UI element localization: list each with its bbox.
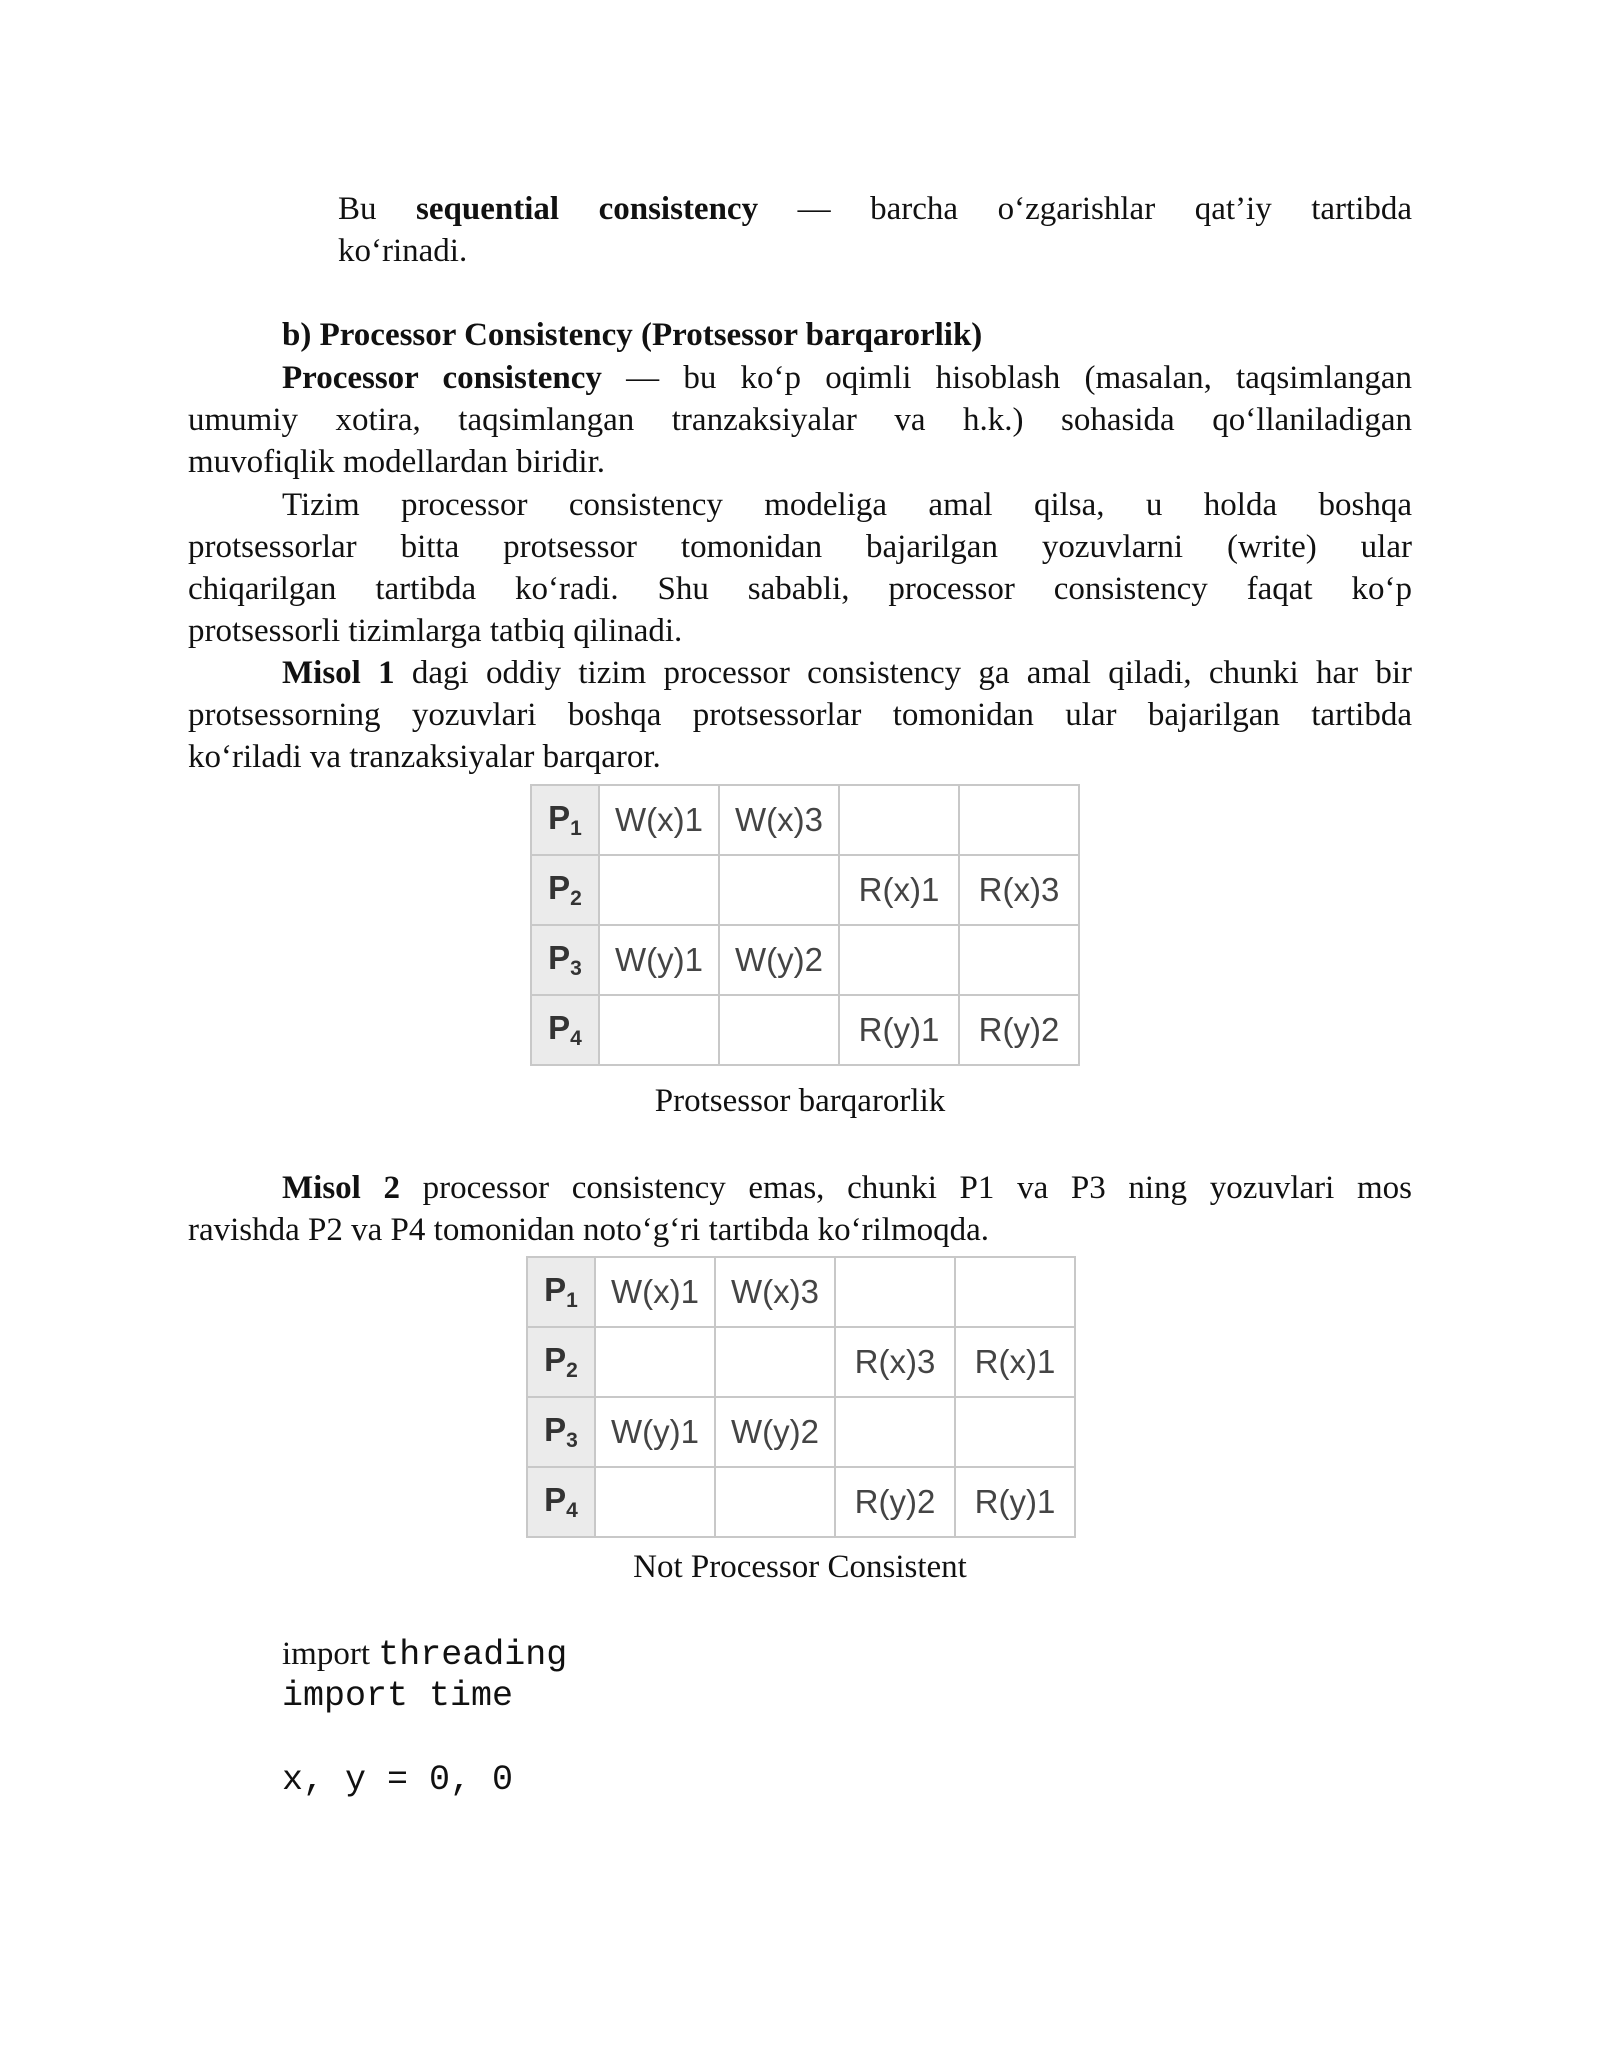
table-not-processor-consistent — [526, 1256, 1076, 1538]
text-misol2-desc: processor consistency emas, chunki P1 va P3 ning yozuvlari mos — [422, 1170, 1412, 1206]
table-cell — [595, 1327, 715, 1397]
table-cell: R(y)2 — [959, 995, 1079, 1065]
paragraph-tizim-line4: protsessorli tizimlarga tatbiq qilinadi. — [188, 613, 683, 649]
table-cell: R(x)3 — [959, 855, 1079, 925]
code-line-2: import time — [282, 1676, 514, 1716]
table-cell — [839, 785, 959, 855]
table-row — [527, 1327, 1075, 1397]
table-processor-consistent — [530, 784, 1080, 1066]
table1-caption: Protsessor barqarorlik — [654, 1083, 946, 1119]
table-cell — [715, 1467, 835, 1537]
paragraph-processor-line1 — [188, 357, 1412, 400]
text-misol1-desc: dagi oddiy tizim processor consistency ga amal qiladi, chunki har bir — [411, 655, 1413, 691]
paragraph-processor-line2: umumiy xotira, taqsimlangan tranzaksiyalar va h.k.) sohasida qo‘llaniladigan — [188, 402, 1412, 438]
table-cell: R(y)2 — [835, 1467, 955, 1537]
table-cell — [955, 1257, 1075, 1327]
row-header: $P_4$ — [531, 995, 599, 1065]
table2-caption: Not Processor Consistent — [633, 1549, 967, 1585]
table-row — [531, 785, 1079, 855]
row-header: $P_4$ — [527, 1467, 595, 1537]
row-header: $P_2$ — [531, 855, 599, 925]
table-cell — [835, 1397, 955, 1467]
table-cell — [839, 925, 959, 995]
code-line-1 — [282, 1633, 567, 1676]
table-cell — [959, 785, 1079, 855]
table-cell: W(x)1 — [599, 785, 719, 855]
row-header: $P_3$ — [527, 1397, 595, 1467]
paragraph-misol1-line3: ko‘riladi va tranzaksiyalar barqaror. — [188, 739, 661, 775]
table-cell — [599, 995, 719, 1065]
table-cell: W(x)3 — [719, 785, 839, 855]
table-row — [527, 1397, 1075, 1467]
row-header: $P_3$ — [531, 925, 599, 995]
text-sequential-desc: — barcha o‘zgarishlar qat’iy tartibda — [797, 191, 1413, 227]
code-threading: threading — [378, 1635, 568, 1675]
table-row — [531, 995, 1079, 1065]
code-line-3: x, y = 0, 0 — [282, 1760, 514, 1800]
paragraph-tizim-line3: chiqarilgan tartibda ko‘radi. Shu sababli, processor consistency faqat ko‘p — [188, 571, 1412, 607]
table-cell — [955, 1397, 1075, 1467]
section-heading — [188, 314, 1412, 357]
table-cell: R(y)1 — [839, 995, 959, 1065]
table-row — [531, 925, 1079, 995]
table-cell: R(x)1 — [955, 1327, 1075, 1397]
table-cell: W(y)1 — [599, 925, 719, 995]
table-cell — [599, 855, 719, 925]
table-cell — [715, 1327, 835, 1397]
paragraph-tizim-line2: protsessorlar bitta protsessor tomonidan bajarilgan yozuvlarni (write) ular — [188, 529, 1412, 565]
table-cell: R(x)1 — [839, 855, 959, 925]
table-row — [531, 855, 1079, 925]
code-import-keyword: import — [282, 1636, 370, 1672]
table-cell: W(y)1 — [595, 1397, 715, 1467]
table-cell: W(x)1 — [595, 1257, 715, 1327]
paragraph-misol1-line2: protsessorning yozuvlari boshqa protsessorlar tomonidan ular bajarilgan tartibda — [188, 697, 1412, 733]
row-header: $P_1$ — [527, 1257, 595, 1327]
paragraph-tizim-line1: Tizim processor consistency modeliga amal qilsa, u holda boshqa — [282, 487, 1412, 523]
table-cell: R(x)3 — [835, 1327, 955, 1397]
paragraph-sequential — [338, 188, 1412, 231]
table-cell — [719, 855, 839, 925]
table-cell — [835, 1257, 955, 1327]
table-cell — [719, 995, 839, 1065]
paragraph-processor-line3: muvofiqlik modellardan biridir. — [188, 444, 606, 480]
paragraph-misol1-line1 — [188, 652, 1412, 695]
paragraph-misol2-line1 — [188, 1167, 1412, 1210]
table-cell: R(y)1 — [955, 1467, 1075, 1537]
row-header: $P_2$ — [527, 1327, 595, 1397]
term-sequential-consistency: sequential consistency — [416, 191, 759, 227]
table-cell — [595, 1467, 715, 1537]
label-misol-1: Misol 1 — [282, 655, 395, 691]
paragraph-misol2-line2: ravishda P2 va P4 tomonidan noto‘g‘ri tartibda ko‘rilmoqda. — [188, 1212, 990, 1248]
text-bu: Bu — [338, 191, 377, 227]
table-row — [527, 1467, 1075, 1537]
table-cell: W(y)2 — [715, 1397, 835, 1467]
table-cell: W(y)2 — [719, 925, 839, 995]
table-cell: W(x)3 — [715, 1257, 835, 1327]
term-processor-consistency: Processor consistency — [282, 360, 602, 396]
text-processor-desc: — bu ko‘p oqimli hisoblash (masalan, taqsimlangan — [626, 360, 1412, 396]
section-heading-text: b) Processor Consistency (Protsessor barqarorlik) — [282, 317, 983, 353]
table-cell — [959, 925, 1079, 995]
table-row — [527, 1257, 1075, 1327]
label-misol-2: Misol 2 — [282, 1170, 400, 1206]
paragraph-sequential-end: ko‘rinadi. — [338, 233, 468, 269]
row-header: $P_1$ — [531, 785, 599, 855]
